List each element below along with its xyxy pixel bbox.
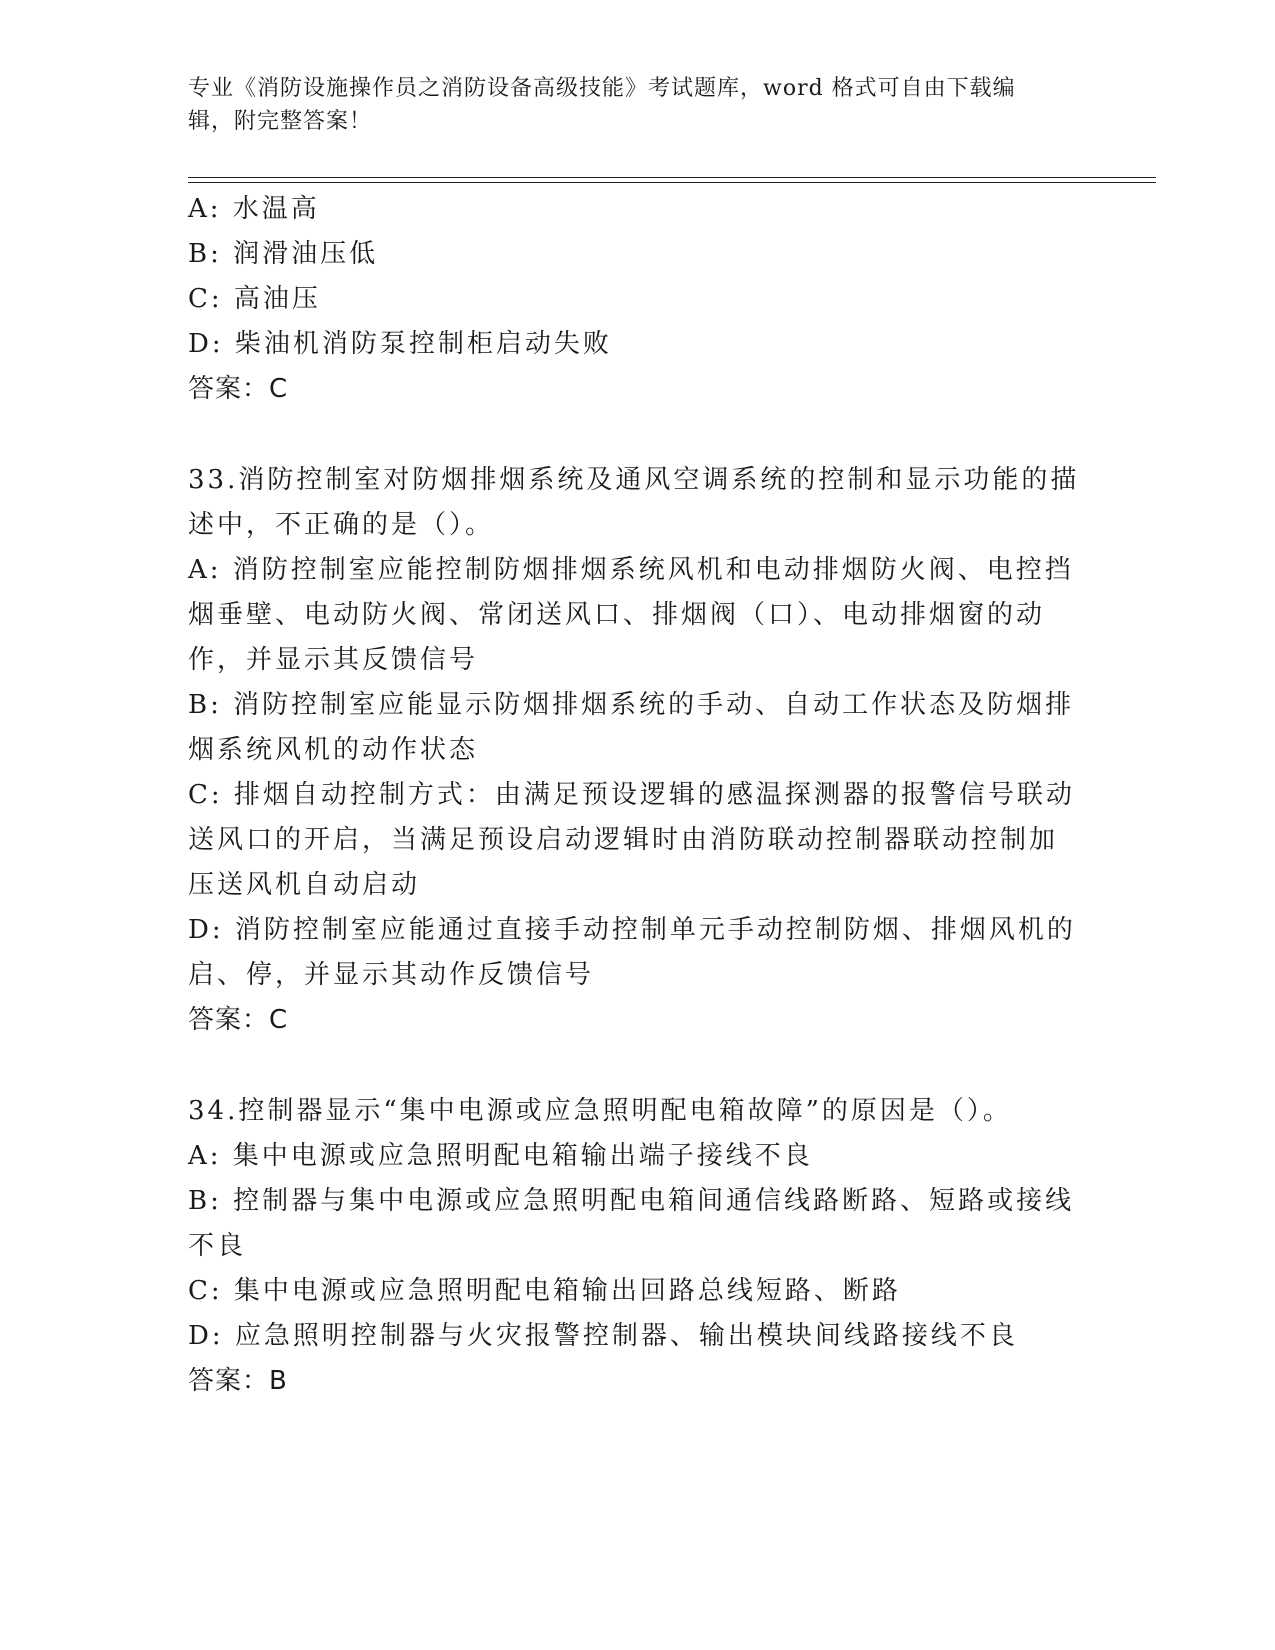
q33-option-c-line-2: 送风口的开启，当满足预设启动逻辑时由消防联动控制器联动控制加 — [188, 825, 1059, 855]
q33-answer: 答案：C — [188, 1005, 289, 1035]
q33-option-b-line-1: B: 消防控制室应能显示防烟排烟系统的手动、自动工作状态及防烟排 — [188, 690, 1075, 720]
q33-option-a-line-2: 烟垂壁、电动防火阀、常闭送风口、排烟阀（口）、电动排烟窗的动 — [188, 600, 1046, 630]
q32-option-b: B: 润滑油压低 — [188, 239, 379, 269]
q33-stem-line-2: 述中，不正确的是（）。 — [188, 510, 495, 540]
document-header — [188, 72, 1068, 138]
q33-option-b-line-2: 烟系统风机的动作状态 — [188, 735, 479, 765]
q33-option-a-line-1: A: 消防控制室应能控制防烟排烟系统风机和电动排烟防火阀、电控挡 — [188, 555, 1074, 585]
q32-answer: 答案：C — [188, 374, 289, 404]
q33-option-a-line-3: 作，并显示其反馈信号 — [188, 645, 479, 675]
q34-option-d: D: 应急照明控制器与火灾报警控制器、输出模块间线路接线不良 — [188, 1321, 1018, 1351]
q34-option-b-line-2: 不良 — [188, 1231, 247, 1261]
header-divider-bottom — [188, 182, 1156, 183]
q33-option-d-line-2: 启、停，并显示其动作反馈信号 — [188, 960, 595, 990]
q32-option-a: A: 水温高 — [188, 194, 320, 224]
q32-option-d: D: 柴油机消防泵控制柜启动失败 — [188, 329, 612, 359]
q34-option-c: C: 集中电源或应急照明配电箱输出回路总线短路、断路 — [188, 1276, 901, 1306]
q34-stem: 34.控制器显示“集中电源或应急照明配电箱故障”的原因是（）。 — [188, 1096, 1012, 1126]
q33-option-d-line-1: D: 消防控制室应能通过直接手动控制单元手动控制防烟、排烟风机的 — [188, 915, 1076, 945]
header-line-2: 辑，附完整答案！ — [188, 109, 373, 134]
q34-option-b-line-1: B: 控制器与集中电源或应急照明配电箱间通信线路断路、短路或接线 — [188, 1186, 1075, 1216]
q33-option-c-line-1: C: 排烟自动控制方式：由满足预设逻辑的感温探测器的报警信号联动 — [188, 780, 1075, 810]
q34-option-a: A: 集中电源或应急照明配电箱输出端子接线不良 — [188, 1141, 813, 1171]
q32-option-c: C: 高油压 — [188, 284, 321, 314]
header-line-1: 专业《消防设施操作员之消防设备高级技能》考试题库，word 格式可自由下载编 — [188, 76, 1016, 101]
q33-stem-line-1: 33.消防控制室对防烟排烟系统及通风空调系统的控制和显示功能的描 — [188, 465, 1080, 495]
q34-answer: 答案：B — [188, 1366, 288, 1396]
q33-option-c-line-3: 压送风机自动启动 — [188, 870, 421, 900]
header-divider-top — [188, 177, 1156, 178]
